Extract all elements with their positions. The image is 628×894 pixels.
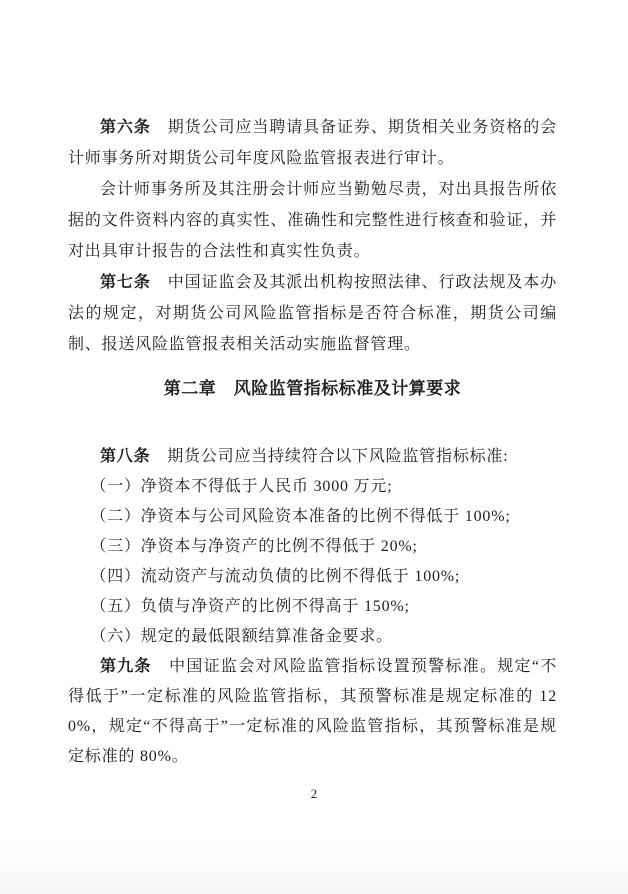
articles-before-heading — [68, 112, 557, 360]
chapter-heading: 第二章 风险监管指标标准及计算要求 — [163, 379, 462, 398]
body-paragraph: 会计师事务所及其注册会计师应当勤勉尽责，对出具报告所依据的文件资料内容的真实性、准确性和完整性进行核查和验证，并对出具审计报告的合法性和真实性负责。 — [68, 181, 557, 260]
page-number: 2 — [310, 786, 318, 801]
list-item: （六）规定的最低限额结算准备金要求。 — [90, 628, 393, 645]
list-item: （一）净资本不得低于人民币 3000 万元; — [90, 478, 393, 495]
list-item: （四）流动资产与流动负债的比例不得低于 100%; — [90, 568, 461, 585]
list-item: （三）净资本与净资产的比例不得低于 20%; — [90, 538, 418, 555]
page-edge-shadow — [0, 839, 628, 894]
article-paragraph: 第八条 期货公司应当持续符合以下风险监管指标标准: — [100, 448, 509, 465]
article-paragraph: 第九条 中国证监会对风险监管指标设置预警标准。规定“不得低于”一定标准的风险监管指标，其预警标准是规定标准的 120%，规定“不得高于”一定标准的风险监管指标，其预警标准是规定标准的 80%。 — [68, 658, 557, 765]
article-number: 第七条 — [100, 274, 151, 291]
list-item: （二）净资本与公司风险资本准备的比例不得低于 100%; — [90, 508, 511, 525]
article-paragraph: 第七条 中国证监会及其派出机构按照法律、行政法规及本办法的规定，对期货公司风险监管指标是否符合标准，期货公司编制、报送风险监管报表相关活动实施监督管理。 — [68, 274, 557, 353]
article-number: 第八条 — [100, 448, 151, 465]
article-number: 第六条 — [100, 119, 151, 136]
page-footer — [0, 785, 628, 803]
article-paragraph: 第六条 期货公司应当聘请具备证券、期货相关业务资格的会计师事务所对期货公司年度风险监管报表进行审计。 — [68, 119, 557, 167]
article-number: 第九条 — [100, 658, 152, 675]
list-item: （五）负债与净资产的比例不得高于 150%; — [90, 598, 410, 615]
articles-after-heading — [68, 442, 557, 772]
